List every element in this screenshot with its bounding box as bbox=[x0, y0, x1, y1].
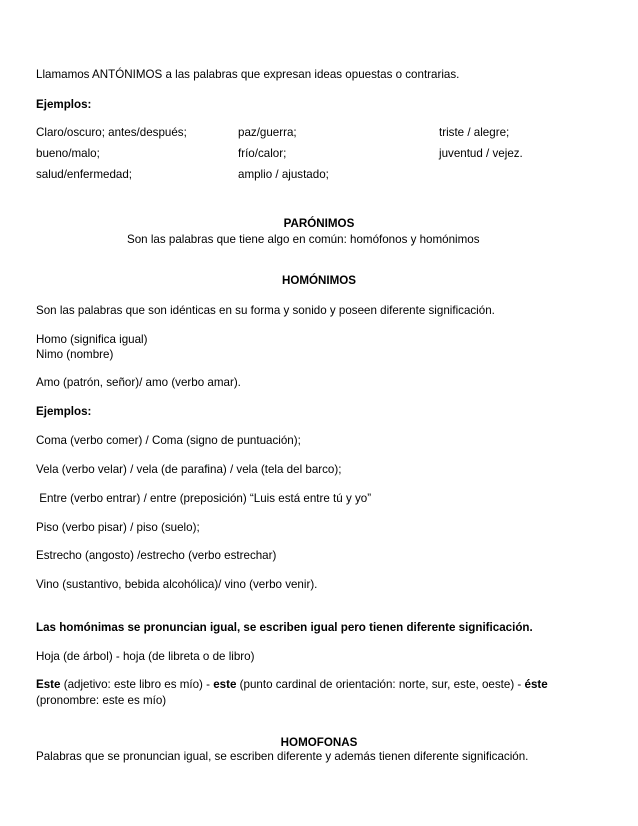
paronimos-title: PARÓNIMOS bbox=[283, 217, 355, 230]
homonimos-definition: Son las palabras que son idénticas en su forma y sonido y poseen diferente significación. bbox=[36, 304, 495, 317]
homonym-example: Piso (verbo pisar) / piso (suelo); bbox=[36, 521, 200, 534]
antonym-cell: salud/enfermedad; bbox=[36, 168, 133, 181]
este-text: (punto cardinal de orientación: norte, sur, este, oeste) - bbox=[236, 678, 525, 691]
antonym-cell: bueno/malo; bbox=[36, 147, 100, 160]
este-bold: este bbox=[213, 678, 237, 691]
este-bold: Este bbox=[36, 678, 61, 691]
homonym-example: Vino (sustantivo, bebida alcohólica)/ vino (verbo venir). bbox=[36, 578, 318, 591]
homo-line: Homo (significa igual) bbox=[36, 333, 148, 346]
homofonas-text: Palabras que se pronuncian igual, se escriben diferente y además tienen diferente significación. bbox=[36, 750, 529, 763]
paronimos-text: Son las palabras que tiene algo en común: homófonos y homónimos bbox=[127, 233, 480, 246]
nimo-line: Nimo (nombre) bbox=[36, 348, 114, 361]
este-line bbox=[36, 678, 548, 692]
antonym-cell: triste / alegre; bbox=[439, 126, 510, 139]
homonym-example: Estrecho (angosto) /estrecho (verbo estrechar) bbox=[36, 549, 277, 562]
homonimos-title: HOMÓNIMOS bbox=[281, 274, 357, 287]
este-text: (adjetivo: este libro es mío) - bbox=[60, 678, 214, 691]
antonimos-intro: Llamamos ANTÓNIMOS a las palabras que expresan ideas opuestas o contrarias. bbox=[36, 68, 460, 81]
ejemplos-label: Ejemplos: bbox=[36, 405, 92, 418]
ejemplos-label: Ejemplos: bbox=[36, 98, 92, 111]
antonym-cell: paz/guerra; bbox=[238, 126, 297, 139]
este-bold: éste bbox=[524, 678, 548, 691]
antonym-cell: Claro/oscuro; antes/después; bbox=[36, 126, 187, 139]
homonimas-rule: Las homónimas se pronuncian igual, se escriben igual pero tienen diferente significación. bbox=[36, 621, 533, 634]
antonym-cell: frío/calor; bbox=[238, 147, 287, 160]
homonym-example: Vela (verbo velar) / vela (de parafina) / vela (tela del barco); bbox=[36, 463, 342, 476]
homonym-example: Entre (verbo entrar) / entre (preposición) “Luis está entre tú y yo” bbox=[36, 492, 372, 505]
antonym-cell: juventud / vejez. bbox=[439, 147, 523, 160]
amo-line: Amo (patrón, señor)/ amo (verbo amar). bbox=[36, 376, 241, 389]
hoja-line: Hoja (de árbol) - hoja (de libreta o de libro) bbox=[36, 650, 255, 663]
homofonas-title: HOMOFONAS bbox=[280, 736, 358, 749]
homonym-example: Coma (verbo comer) / Coma (signo de puntuación); bbox=[36, 434, 301, 447]
este-line-cont: (pronombre: este es mío) bbox=[36, 694, 167, 707]
antonym-cell: amplio / ajustado; bbox=[238, 168, 329, 181]
